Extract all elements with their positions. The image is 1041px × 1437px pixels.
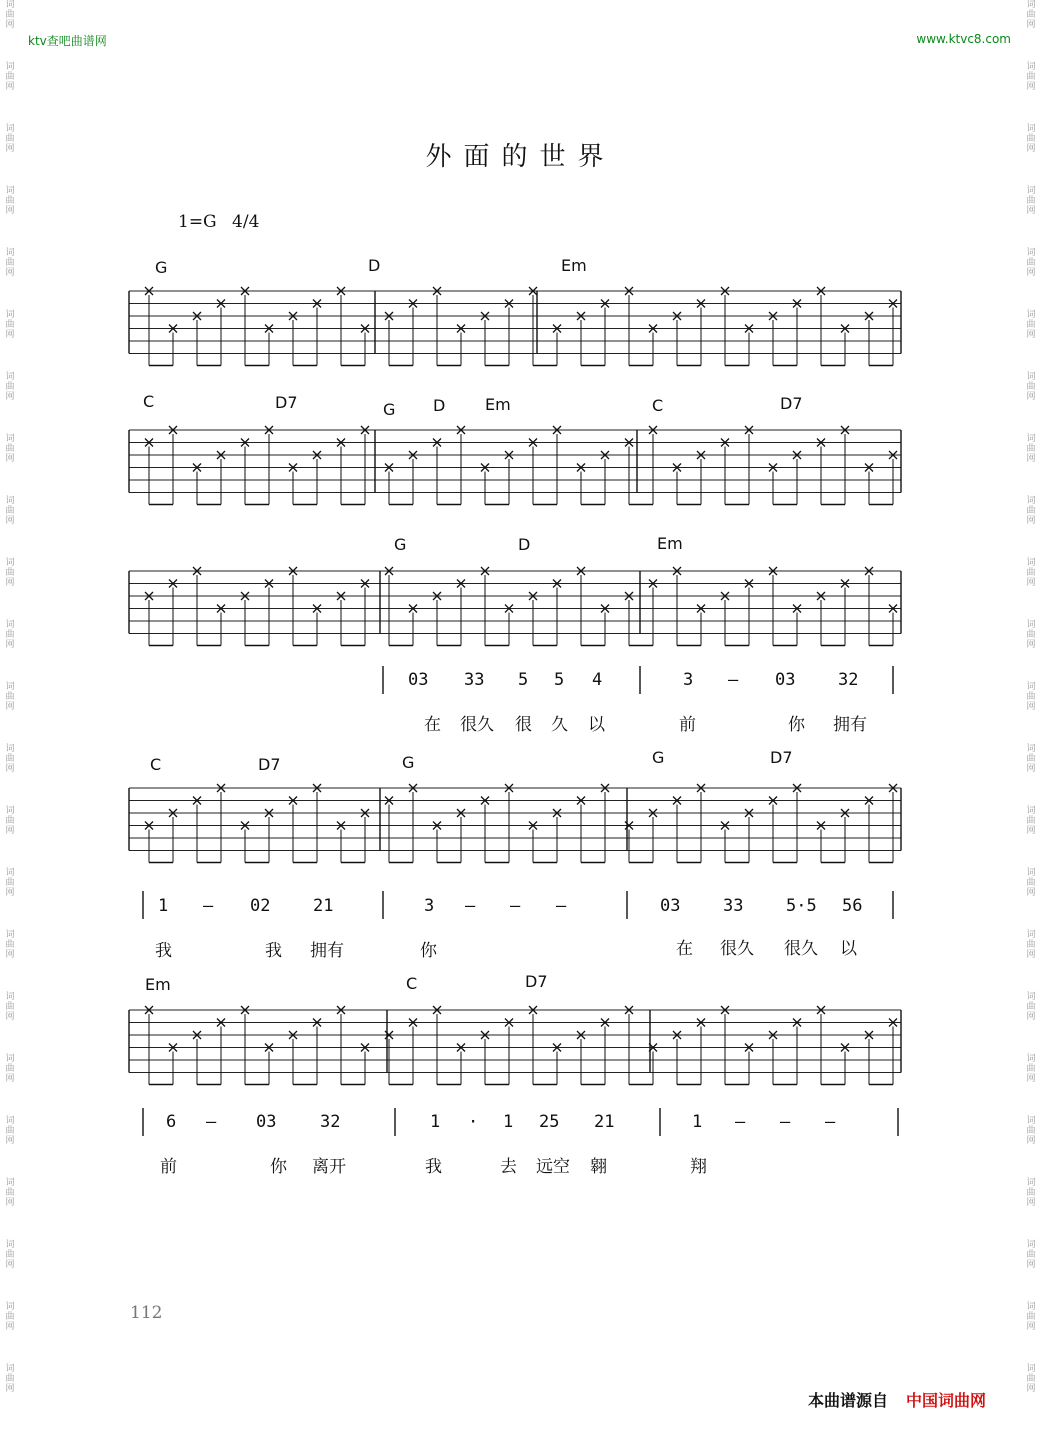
watermark-text: 词 曲 网 <box>1026 124 1036 154</box>
lyric: 翔 <box>690 1157 707 1177</box>
jianpu-number: 03 <box>408 670 429 690</box>
chord-label: G <box>155 258 168 277</box>
chord-label: D7 <box>525 972 548 991</box>
lyric: 很久 <box>720 939 754 959</box>
watermark-text: 词 曲 网 <box>5 186 15 216</box>
chord-label: D7 <box>258 755 281 774</box>
lyric: 很 <box>515 715 532 735</box>
watermark-text: 词 曲 网 <box>5 124 15 154</box>
chord-label: G <box>383 400 396 419</box>
lyric: 去 <box>500 1157 517 1177</box>
jianpu-number: 33 <box>723 896 744 916</box>
lyric: 你 <box>270 1157 287 1177</box>
watermark-text: 词 曲 网 <box>5 1116 15 1146</box>
watermark-text: 词 曲 网 <box>1026 1054 1036 1084</box>
lyric: 在 <box>676 939 693 959</box>
song-title: 外面的世界 <box>425 142 616 172</box>
chord-label: D <box>433 396 446 415</box>
watermark-text: 词 曲 网 <box>1026 434 1036 464</box>
jianpu-number: · <box>468 1112 479 1132</box>
jianpu-number: — <box>206 1112 217 1132</box>
watermark-text: 词 曲 网 <box>5 1364 15 1394</box>
lyric: 拥有 <box>833 715 867 735</box>
watermark-text: 词 曲 网 <box>1026 930 1036 960</box>
lyric: 拥有 <box>310 941 344 961</box>
watermark-text: 词 曲 网 <box>1026 1240 1036 1270</box>
chord-label: D <box>518 535 531 554</box>
watermark-text: 词 曲 网 <box>5 868 15 898</box>
watermark-text: 词 曲 网 <box>5 372 15 402</box>
lyric: 前 <box>160 1157 177 1177</box>
watermark-text: 词 曲 网 <box>1026 62 1036 92</box>
jianpu-number: — <box>728 670 739 690</box>
chord-label: Em <box>657 534 683 553</box>
watermark-text: 词 曲 网 <box>1026 1302 1036 1332</box>
watermark-text: 词 曲 网 <box>1026 496 1036 526</box>
watermark-text: 词 曲 网 <box>1026 744 1036 774</box>
watermark-text: 词 曲 网 <box>1026 310 1036 340</box>
jianpu-number: — <box>735 1112 746 1132</box>
chord-label: C <box>150 755 162 774</box>
watermark-text: 词 曲 网 <box>1026 1178 1036 1208</box>
jianpu-number: 1 <box>430 1112 441 1132</box>
watermark-text: 词 曲 网 <box>1026 806 1036 836</box>
watermark-text: 词 曲 网 <box>1026 682 1036 712</box>
lyric: 我 <box>265 941 282 961</box>
watermark-text: 词 曲 网 <box>1026 620 1036 650</box>
watermark-text: 词 曲 网 <box>5 62 15 92</box>
lyric: 我 <box>425 1157 442 1177</box>
watermark-text: 词 曲 网 <box>5 496 15 526</box>
lyric: 以 <box>840 939 857 959</box>
watermark-text: 词 曲 网 <box>5 1178 15 1208</box>
watermark-text: 词 曲 网 <box>5 558 15 588</box>
chord-label: D7 <box>780 394 803 413</box>
page-number: 112 <box>130 1303 163 1323</box>
watermark-text: 词 曲 网 <box>5 248 15 278</box>
watermark-text: 词 曲 网 <box>5 434 15 464</box>
jianpu-number: — <box>203 896 214 916</box>
chord-label: G <box>394 535 407 554</box>
jianpu-number: 5·5 <box>786 896 817 916</box>
jianpu-number: 1 <box>692 1112 703 1132</box>
lyric: 以 <box>588 715 605 735</box>
lyric: 你 <box>420 941 437 961</box>
jianpu-number: 02 <box>250 896 271 916</box>
lyric: 很久 <box>784 939 818 959</box>
watermark-text: 词 曲 网 <box>1026 1116 1036 1146</box>
jianpu-number: 4 <box>592 670 603 690</box>
watermark-text: 词 曲 网 <box>5 1240 15 1270</box>
jianpu-number: 56 <box>842 896 863 916</box>
jianpu-number: 32 <box>838 670 859 690</box>
jianpu-number: 21 <box>313 896 334 916</box>
jianpu-number: 25 <box>539 1112 560 1132</box>
watermark-text: 词 曲 网 <box>1026 248 1036 278</box>
chord-label: D <box>368 256 381 275</box>
jianpu-number: 03 <box>256 1112 277 1132</box>
header-site-name[interactable]: ktv查吧曲谱网 <box>28 34 107 48</box>
watermark-text: 词 曲 网 <box>5 1054 15 1084</box>
jianpu-number: 3 <box>424 896 435 916</box>
jianpu-number: 1 <box>158 896 169 916</box>
chord-label: G <box>652 748 665 767</box>
chord-label: C <box>652 396 664 415</box>
jianpu-number: 5 <box>518 670 529 690</box>
watermark-text: 词 曲 网 <box>1026 992 1036 1022</box>
watermark-text: 词 曲 网 <box>1026 186 1036 216</box>
jianpu-number: 32 <box>320 1112 341 1132</box>
jianpu-number: 1 <box>503 1112 514 1132</box>
watermark-text: 词 曲 网 <box>1026 868 1036 898</box>
lyric: 远空 <box>536 1157 570 1177</box>
watermark-text: 词 曲 网 <box>5 682 15 712</box>
lyric: 你 <box>788 715 805 735</box>
watermark-text: 词 曲 网 <box>5 806 15 836</box>
jianpu-number: — <box>556 896 567 916</box>
lyric: 在 <box>424 715 441 735</box>
chord-label: Em <box>485 395 511 414</box>
jianpu-number: 3 <box>683 670 694 690</box>
jianpu-number: 03 <box>660 896 681 916</box>
jianpu-number: — <box>465 896 476 916</box>
footer-source-label: 本曲谱源自 <box>808 1391 889 1410</box>
lyric: 离开 <box>312 1157 346 1177</box>
jianpu-number: 5 <box>554 670 565 690</box>
key-signature: 1=G 4/4 <box>178 212 260 232</box>
watermark-text: 词 曲 网 <box>5 310 15 340</box>
chord-label: Em <box>561 256 587 275</box>
lyric: 久 <box>551 715 568 735</box>
watermark-text: 词 曲 网 <box>5 620 15 650</box>
lyric: 很久 <box>460 715 494 735</box>
chord-label: D7 <box>275 393 298 412</box>
jianpu-number: 6 <box>166 1112 177 1132</box>
watermark-text: 词 曲 网 <box>1026 558 1036 588</box>
watermark-text: 词 曲 网 <box>1026 1364 1036 1394</box>
watermark-text: 词 曲 网 <box>1026 0 1036 30</box>
watermark-text: 词 曲 网 <box>5 930 15 960</box>
chord-label: C <box>406 974 418 993</box>
watermark-text: 词 曲 网 <box>5 1302 15 1332</box>
footer-site-link[interactable]: 中国词曲网 <box>906 1391 987 1410</box>
lyric: 我 <box>155 941 172 961</box>
chord-label: C <box>143 392 155 411</box>
chord-label: G <box>402 753 415 772</box>
jianpu-number: — <box>510 896 521 916</box>
chord-label: D7 <box>770 748 793 767</box>
watermark-text: 词 曲 网 <box>5 744 15 774</box>
watermark-text: 词 曲 网 <box>5 0 15 30</box>
jianpu-number: 21 <box>594 1112 615 1132</box>
jianpu-number: — <box>780 1112 791 1132</box>
lyric: 翱 <box>590 1157 607 1177</box>
footer-source <box>808 1388 986 1411</box>
watermark-text: 词 曲 网 <box>5 992 15 1022</box>
watermark-text: 词 曲 网 <box>1026 372 1036 402</box>
jianpu-number: 03 <box>775 670 796 690</box>
header-site-url[interactable]: www.ktvc8.com <box>916 32 1011 46</box>
jianpu-number: — <box>825 1112 836 1132</box>
lyric: 前 <box>679 715 696 735</box>
jianpu-number: 33 <box>464 670 485 690</box>
chord-label: Em <box>145 975 171 994</box>
